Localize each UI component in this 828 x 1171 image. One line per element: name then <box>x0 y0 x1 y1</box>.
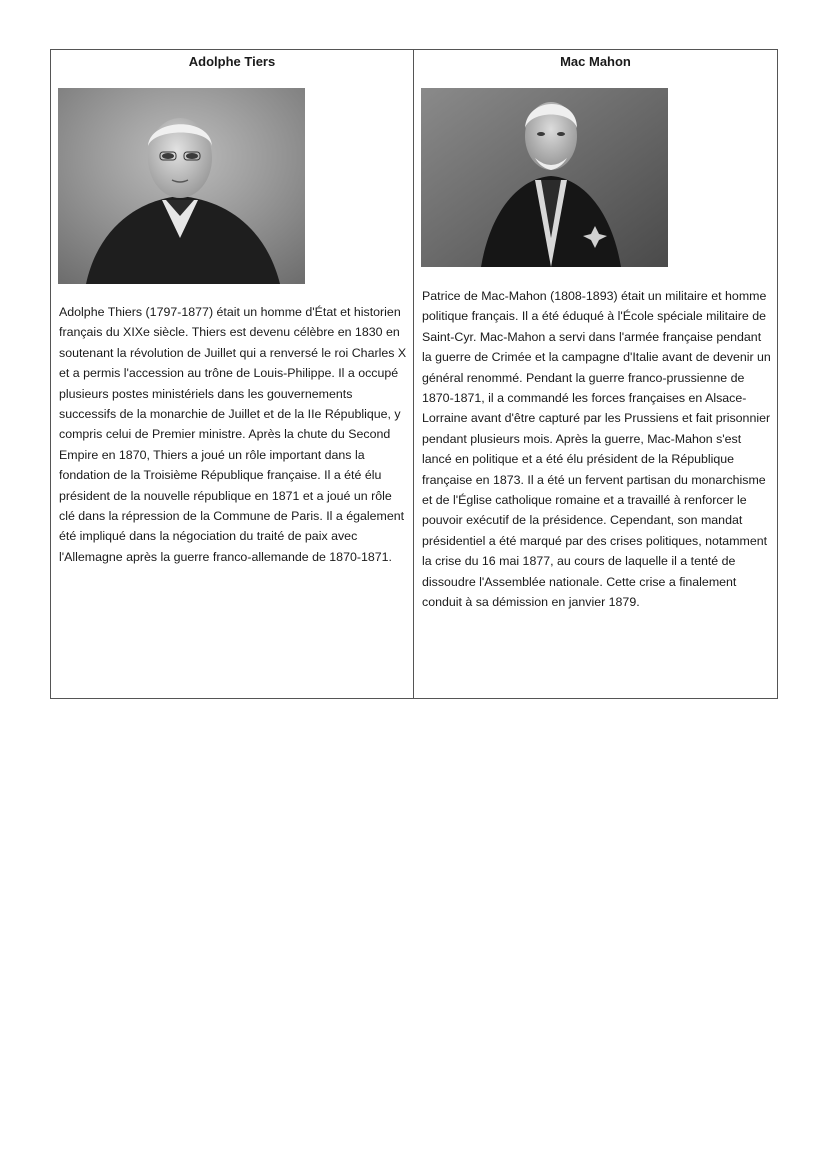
portrait-macmahon-image <box>421 88 668 267</box>
column-macmahon <box>414 50 777 698</box>
column-header-thiers: Adolphe Tiers <box>188 54 276 69</box>
comparison-table <box>50 49 778 699</box>
column-thiers <box>51 50 414 698</box>
portrait-thiers-image <box>58 88 305 284</box>
column-header-macmahon: Mac Mahon <box>560 54 631 69</box>
bio-macmahon: Patrice de Mac-Mahon (1808-1893) était un militaire et homme politique français. Il a été éduqué à l'École spéciale militaire de Saint-Cyr. Mac-Mahon a servi dans l'armée française pendant la guerre de Crimée et la campagne d'Italie avant de devenir un général renommé. Pendant la guerre franco-prussienne de 1870-1871, il a commandé les forces françaises en Alsace-Lorraine avant d'être capturé par les Prussiens et fait prisonnier pendant plusieurs mois. Après la guerre, Mac-Mahon s'est lancé en politique et a été élu président de la République française en 1873. Il a été un fervent partisan du monarchisme et de l'Église catholique romaine et a travaillé à renforcer le pouvoir exécutif de la présidence. Cependant, son mandat présidentiel a été marqué par des crises politiques, notamment la crise du 16 mai 1877, au cours de laquelle il a tenté de dissoudre l'Assemblée nationale. Cette crise a finalement conduit à sa démission en janvier 1879. <box>422 289 771 610</box>
bio-thiers: Adolphe Thiers (1797-1877) était un homme d'État et historien français du XIXe siècle. Thiers est devenu célèbre en 1830 en soutenant la révolution de Juillet qui a renversé le roi Charles X et a permis l'accession au trône de Louis-Philippe. Il a occupé plusieurs postes ministériels dans les gouvernements successifs de la monarchie de Juillet et de la IIe République, y compris celui de Premier ministre. Après la chute du Second Empire en 1870, Thiers a joué un rôle important dans la fondation de la Troisième République française. Il a été élu président de la nouvelle république en 1871 et a joué un rôle clé dans la répression de la Commune de Paris. Il a également été impliqué dans la négociation du traité de paix avec l'Allemagne après la guerre franco-allemande de 1870-1871. <box>59 305 407 564</box>
